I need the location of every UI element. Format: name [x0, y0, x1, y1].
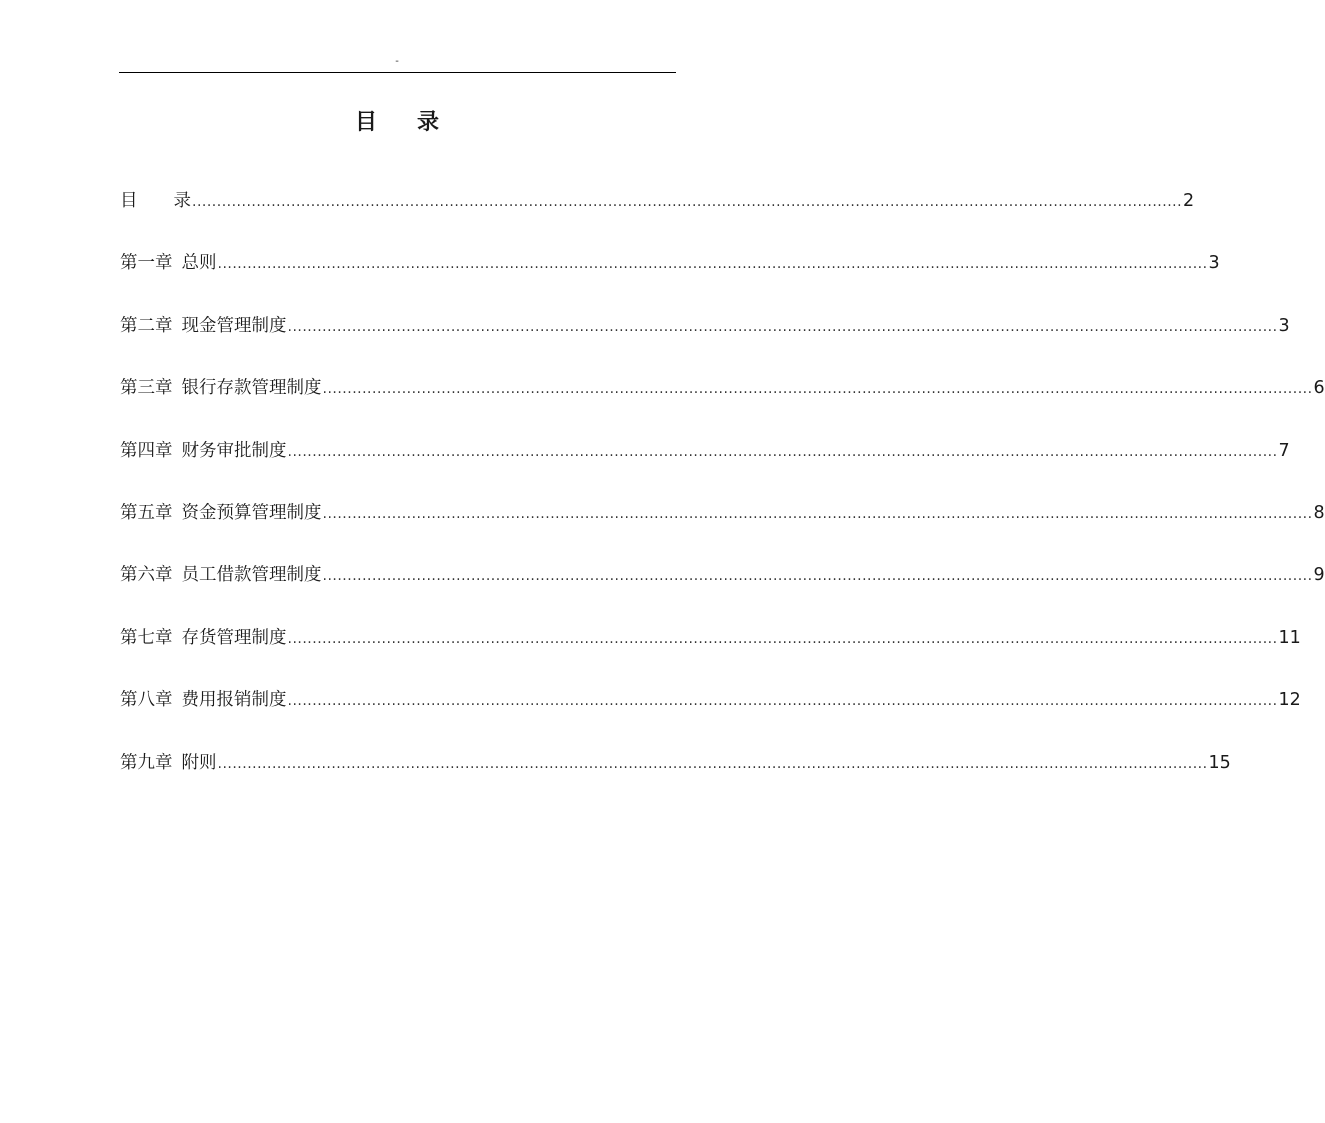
- toc-entry-chapter-6[interactable]: [120, 561, 1325, 623]
- toc-label: [120, 686, 287, 714]
- toc-entry-chapter-7[interactable]: [120, 624, 1301, 686]
- toc-leader-dots: ........................................................................................................................................................................................................: [287, 318, 1278, 335]
- toc-page-number: 7: [1278, 440, 1290, 461]
- toc-title: 财务审批制度: [181, 440, 287, 461]
- page-title-right: 录: [417, 110, 440, 135]
- toc-leader-dots: ........................................................................................................................................................................................................: [217, 256, 1208, 273]
- toc-page-number: 3: [1278, 315, 1290, 336]
- toc-entry-chapter-3[interactable]: [120, 374, 1325, 436]
- toc-page-number: 15: [1208, 752, 1231, 773]
- toc-chapter: 第四章: [120, 440, 173, 461]
- toc-leader-dots: ........................................................................................................................................................................................................: [322, 505, 1313, 522]
- toc-entry-contents[interactable]: [120, 187, 1195, 249]
- toc-leader-dots: ........................................................................................................................................................................................................: [287, 443, 1278, 460]
- toc-entry-chapter-1[interactable]: [120, 249, 1220, 311]
- toc-chapter: 第一章: [120, 253, 173, 274]
- toc-page-number: 8: [1313, 502, 1325, 523]
- toc-label: [120, 749, 217, 777]
- toc-title: 附则: [181, 752, 217, 773]
- toc-title: 总则: [181, 253, 217, 274]
- toc-leader-dots: ........................................................................................................................................................................................................: [322, 568, 1313, 585]
- toc-entry-chapter-5[interactable]: [120, 499, 1325, 561]
- toc-title: 存货管理制度: [181, 627, 287, 648]
- toc-label: [120, 312, 287, 340]
- toc-chapter: 第八章: [120, 690, 173, 711]
- toc-label: [120, 249, 217, 277]
- toc-chapter: 目: [120, 191, 138, 211]
- toc-chapter: 第三章: [120, 378, 173, 399]
- header-rule: [119, 72, 676, 73]
- toc-leader-dots: ........................................................................................................................................................................................................: [322, 381, 1313, 398]
- toc-title: 费用报销制度: [181, 690, 287, 711]
- toc-page-number: 2: [1183, 191, 1195, 211]
- toc-chapter: 第二章: [120, 315, 173, 336]
- toc-entry-chapter-2[interactable]: [120, 312, 1290, 374]
- toc-label: [120, 624, 287, 652]
- toc-chapter: 第五章: [120, 502, 173, 523]
- page-title: [0, 108, 794, 138]
- toc-leader-dots: ........................................................................................................................................................................................................: [192, 194, 1183, 210]
- table-of-contents: [120, 187, 1325, 811]
- toc-leader-dots: ........................................................................................................................................................................................................: [287, 630, 1278, 647]
- toc-chapter: 第九章: [120, 752, 173, 773]
- page-title-left: 目: [354, 110, 377, 135]
- toc-title: 录: [173, 191, 191, 211]
- toc-title: 资金预算管理制度: [181, 502, 322, 523]
- toc-chapter: 第六章: [120, 565, 173, 586]
- toc-label: [120, 374, 322, 402]
- toc-chapter: 第七章: [120, 627, 173, 648]
- header-mark: -: [395, 56, 399, 67]
- toc-label: [120, 187, 191, 215]
- toc-title: 员工借款管理制度: [181, 565, 322, 586]
- toc-label: [120, 561, 322, 589]
- toc-page-number: 3: [1208, 253, 1220, 274]
- toc-page-number: 9: [1313, 565, 1325, 586]
- toc-label: [120, 499, 322, 527]
- toc-entry-chapter-4[interactable]: [120, 437, 1290, 499]
- toc-page-number: 6: [1313, 378, 1325, 399]
- toc-label: [120, 437, 287, 465]
- toc-title: 银行存款管理制度: [181, 378, 322, 399]
- toc-leader-dots: ........................................................................................................................................................................................................: [287, 693, 1278, 710]
- toc-leader-dots: ........................................................................................................................................................................................................: [217, 755, 1208, 772]
- toc-page-number: 11: [1278, 627, 1301, 648]
- toc-entry-chapter-9[interactable]: [120, 749, 1231, 811]
- toc-entry-chapter-8[interactable]: [120, 686, 1301, 748]
- toc-page-number: 12: [1278, 690, 1301, 711]
- toc-title: 现金管理制度: [181, 315, 287, 336]
